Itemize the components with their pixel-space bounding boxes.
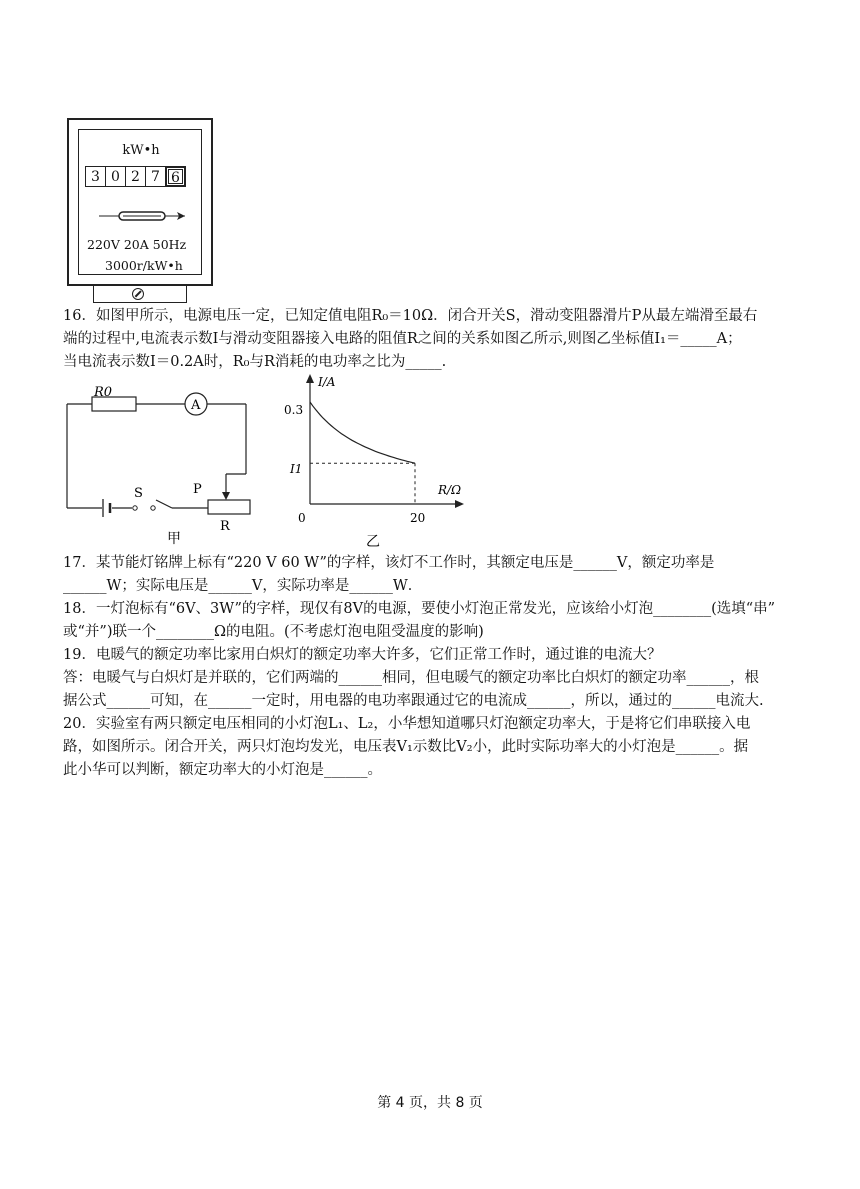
meter-disk-indicator-icon — [97, 208, 187, 224]
q16-line-3: 当电流表示数I＝0.2A时，R₀与R消耗的电功率之比为_____. — [63, 354, 447, 370]
q19-line-2: 答：电暖气与白炽灯是并联的，它们两端的______相同，但电暖气的额定功率比白炽灯的额定功率______，根 — [63, 670, 759, 686]
circuit-diagram — [60, 380, 265, 550]
x-axis-label: R/Ω — [438, 483, 462, 497]
switch-label: S — [134, 486, 143, 501]
q19-line-1: 19．电暖气的额定功率比家用白炽灯的额定功率大许多，它们正常工作时，通过谁的电流大？ — [63, 647, 662, 663]
rheostat-r — [208, 500, 250, 514]
q20-line-1: 20．实验室有两只额定电压相同的小灯泡L₁、L₂，小华想知道哪只灯泡额定功率大，于是将它们串联接入电 — [63, 716, 751, 732]
q18-line-1: 18．一灯泡标有“6V、3W”的字样，现仅有8V的电源，要使小灯泡正常发光，应该给小灯泡________(选填“串” — [63, 601, 776, 617]
r0-label: R0 — [94, 385, 113, 400]
meter-digit: 7 — [145, 166, 166, 187]
q16-line-2: 端的过程中,电流表示数I与滑动变阻器接入电路的阻值R之间的关系如图乙所示,则图乙坐标值I₁＝_____A； — [63, 331, 742, 347]
rheostat-label: R — [220, 519, 230, 534]
q20-line-2: 路，如图所示。闭合开关，两只灯泡均发光，电压表V₁示数比V₂小，此时实际功率大的小灯泡是______。据 — [63, 739, 749, 755]
q17-line-1: 17．某节能灯铭牌上标有“220 V 60 W”的字样，该灯不工作时，其额定电压是______V，额定功率是 — [63, 555, 715, 571]
graph-caption: 乙 — [366, 534, 380, 550]
y-axis-arrow-icon — [306, 374, 314, 383]
y-axis-label: I/A — [318, 375, 336, 389]
switch-icon — [133, 506, 137, 510]
page-footer: 第 4 页，共 8 页 — [377, 1095, 483, 1111]
meter-digit-decimal: 6 — [165, 166, 186, 187]
meter-face — [78, 129, 202, 275]
q19-line-3: 据公式______可知，在______一定时，用电器的电功率跟通过它的电流成______，所以，通过的______电流大. — [63, 693, 764, 709]
x-tick-label: 20 — [410, 511, 426, 525]
ammeter-label: A — [191, 398, 201, 413]
q16-line-1: 16．如图甲所示，电源电压一定，已知定值电阻R₀＝10Ω．闭合开关S，滑动变阻器滑片P从最左端滑至最右 — [63, 308, 758, 324]
electricity-meter-figure — [67, 118, 213, 286]
circuit-caption: 甲 — [167, 531, 181, 547]
slider-arrow-icon — [222, 492, 230, 500]
origin-label: 0 — [298, 511, 306, 525]
x-axis-arrow-icon — [455, 500, 464, 508]
series-line — [310, 402, 415, 463]
q17-line-2: ______W；实际电压是______V，实际功率是______W． — [63, 578, 423, 594]
y-tick-label-i1: I1 — [290, 462, 303, 476]
battery-icon — [103, 499, 110, 517]
q20-line-3: 此小华可以判断，额定功率大的小灯泡是______。 — [63, 762, 382, 778]
screw-icon — [132, 288, 144, 300]
meter-digits — [86, 166, 186, 187]
meter-digit: 3 — [85, 166, 106, 187]
meter-digit: 0 — [105, 166, 126, 187]
meter-revolutions: 3000r/kW•h — [105, 258, 183, 273]
slider-label: P — [193, 482, 202, 497]
q18-line-2: 或“并”)联一个________Ω的电阻。(不考虑灯泡电阻受温度的影响) — [63, 624, 484, 640]
meter-rating: 220V 20A 50Hz — [87, 237, 187, 252]
y-tick-label: 0.3 — [284, 403, 304, 417]
current-resistance-graph — [280, 370, 480, 555]
meter-unit-label: kW•h — [122, 143, 160, 158]
meter-digit: 2 — [125, 166, 146, 187]
